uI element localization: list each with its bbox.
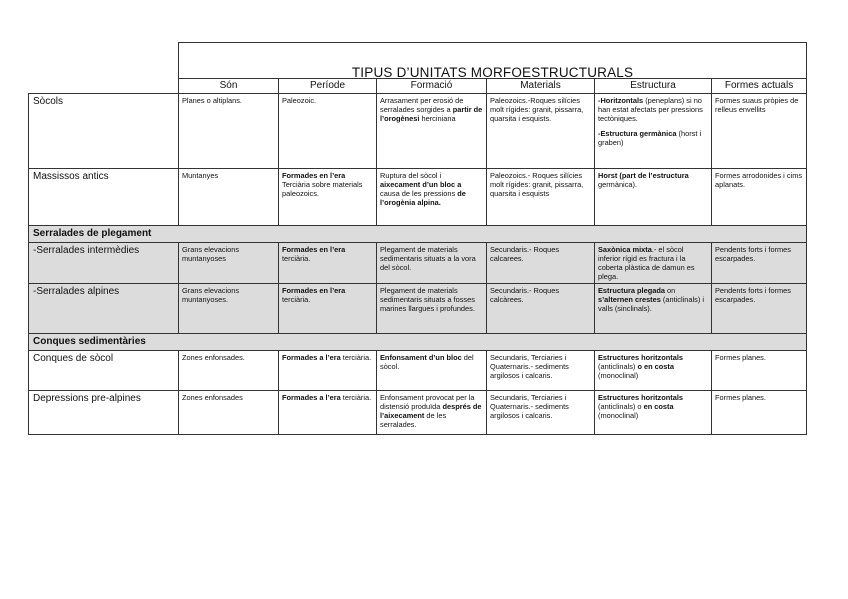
cell-son: Planes o altiplans. bbox=[179, 94, 279, 169]
bold-run: Formades en l’era bbox=[282, 286, 346, 295]
cell-materials: Secundaris.- Roques calcarees. bbox=[487, 243, 595, 284]
row-label: Sòcols bbox=[29, 94, 179, 169]
title-row bbox=[29, 43, 807, 79]
text-run: (anticlinals) bbox=[598, 362, 638, 371]
text-run: Terciària sobre materials paleozoics. bbox=[282, 180, 363, 198]
cell-estructura bbox=[595, 391, 712, 435]
row-label: -Serralades alpines bbox=[29, 284, 179, 334]
cell-periode: Paleozoic. bbox=[279, 94, 377, 169]
cell-son: Grans elevacions muntanyoses. bbox=[179, 284, 279, 334]
header-periode: Període bbox=[279, 79, 377, 94]
cell-periode bbox=[279, 284, 377, 334]
cell-son: Muntanyes bbox=[179, 169, 279, 226]
bold-run: Enfonsament d’un bloc bbox=[380, 353, 462, 362]
text-run: causa de les pressions bbox=[380, 189, 458, 198]
table-title: TIPUS D’UNITATS MORFOESTRUCTURALS bbox=[179, 43, 807, 79]
cell-formacio: Plegament de materials sedimentaris situats a la vora del sòcol. bbox=[377, 243, 487, 284]
text-run: (monoclinal) bbox=[598, 371, 639, 380]
header-materials: Materials bbox=[487, 79, 595, 94]
table-row bbox=[29, 243, 807, 284]
bold-run: després de l’aixecament bbox=[380, 402, 482, 420]
corner-blank bbox=[29, 43, 179, 79]
table-row bbox=[29, 391, 807, 435]
cell-formacio bbox=[377, 351, 487, 391]
cell-formes: Pendents forts i formes escarpades. bbox=[712, 243, 807, 284]
cell-periode bbox=[279, 391, 377, 435]
text-run: (anticlinals) i valls (sinclinals). bbox=[598, 295, 704, 313]
cell-materials: Paleozoics.-Roques silícies molt rígides: granit, pissarra, quarsita i esquists. bbox=[487, 94, 595, 169]
cell-formacio bbox=[377, 94, 487, 169]
row-label: Depressions pre-alpines bbox=[29, 391, 179, 435]
header-blank bbox=[29, 79, 179, 94]
text-run: Ruptura del sòcol i bbox=[380, 171, 442, 180]
bold-run: Formades en l’era bbox=[282, 171, 346, 180]
cell-materials: Paleozoics.- Roques silícies molt rígides: granit, pissarra, quarsita i esquists bbox=[487, 169, 595, 226]
header-formes: Formes actuals bbox=[712, 79, 807, 94]
bold-run: Formades a l’era bbox=[282, 353, 341, 362]
text-run: de les serralades. bbox=[380, 411, 447, 429]
text-run: (horst i graben) bbox=[598, 129, 702, 147]
row-label: Massissos antics bbox=[29, 169, 179, 226]
section-heading: Serralades de plegament bbox=[29, 226, 807, 243]
text-run: terciària. bbox=[282, 295, 311, 304]
table-row bbox=[29, 94, 807, 169]
bold-run: aixecament d’un bloc a bbox=[380, 180, 462, 189]
cell-formes: Formes planes. bbox=[712, 391, 807, 435]
cell-son: Grans elevacions muntanyoses bbox=[179, 243, 279, 284]
cell-estructura bbox=[595, 284, 712, 334]
bold-run: -Horitzontals bbox=[598, 96, 644, 105]
table-row bbox=[29, 351, 807, 391]
bold-run: Saxònica mixta bbox=[598, 245, 652, 254]
bold-run: Formades a l’era bbox=[282, 393, 341, 402]
cell-estructura bbox=[595, 351, 712, 391]
header-son: Són bbox=[179, 79, 279, 94]
cell-formes: Formes arrodonides i cims aplanats. bbox=[712, 169, 807, 226]
cell-estructura bbox=[595, 94, 712, 169]
cell-formes: Pendents forts i formes escarpades. bbox=[712, 284, 807, 334]
table-row bbox=[29, 284, 807, 334]
bold-run: Horst (part de l’estructura bbox=[598, 171, 689, 180]
text-run: germànica). bbox=[598, 180, 638, 189]
section-heading: Conques sedimentàries bbox=[29, 334, 807, 351]
text-run: (peneplans) si no han estat afectats per pressions tectòniques. bbox=[598, 96, 703, 123]
cell-materials: Secundaris, Terciaries i Quaternaris.- sediments argilosos i calcaris. bbox=[487, 351, 595, 391]
text-run: (anticlinals) o bbox=[598, 402, 644, 411]
cell-materials: Secundaris, Terciaries i Quaternaris.- sediments argilosos i calcaris. bbox=[487, 391, 595, 435]
bold-run: Estructures horitzontals bbox=[598, 353, 684, 362]
text-run: Arrasament per erosió de serralades sorgides a bbox=[380, 96, 464, 114]
text-run: terciària. bbox=[340, 353, 372, 362]
bold-run: partir de l’orogènesi bbox=[380, 105, 483, 123]
cell-formes: Formes suaus pròpies de relleus envellits bbox=[712, 94, 807, 169]
text-run: (monoclinal) bbox=[598, 411, 639, 420]
text-run: del sòcol. bbox=[380, 353, 474, 371]
cell-formacio: Plegament de materials sedimentaris situats a fosses marines llargues i profundes. bbox=[377, 284, 487, 334]
text-run: terciària. bbox=[340, 393, 372, 402]
cell-periode bbox=[279, 243, 377, 284]
cell-estructura bbox=[595, 169, 712, 226]
section-row bbox=[29, 334, 807, 351]
bold-run: o en costa bbox=[637, 362, 674, 371]
row-label: Conques de sòcol bbox=[29, 351, 179, 391]
cell-formacio bbox=[377, 391, 487, 435]
document-page bbox=[28, 42, 807, 435]
cell-formes: Formes planes. bbox=[712, 351, 807, 391]
bold-run: de l’orogènia alpina. bbox=[380, 189, 466, 207]
morphostructural-units-table bbox=[28, 42, 807, 435]
text-run: .- el sòcol inferior rígid es fractura i la coberta plàstica de damun es plega. bbox=[598, 245, 695, 281]
bold-run: s’alternen crestes bbox=[598, 295, 661, 304]
table-row bbox=[29, 169, 807, 226]
bold-run: Estructura plegada bbox=[598, 286, 665, 295]
cell-estructura bbox=[595, 243, 712, 284]
cell-formacio bbox=[377, 169, 487, 226]
row-label: -Serralades intermèdies bbox=[29, 243, 179, 284]
bold-run: en costa bbox=[643, 402, 674, 411]
header-formacio: Formació bbox=[377, 79, 487, 94]
bold-run: Formades en l’era bbox=[282, 245, 346, 254]
text-run: herciniana bbox=[419, 114, 456, 123]
text-run: Enfonsament provocat per la distensió produïda bbox=[380, 393, 475, 411]
bold-run: -Estructura germànica bbox=[598, 129, 677, 138]
header-row bbox=[29, 79, 807, 94]
cell-periode bbox=[279, 169, 377, 226]
cell-son: Zones enfonsades bbox=[179, 391, 279, 435]
cell-periode bbox=[279, 351, 377, 391]
text-run: terciària. bbox=[282, 254, 311, 263]
header-estructura: Estructura bbox=[595, 79, 712, 94]
cell-materials: Secundaris.- Roques calcàrees. bbox=[487, 284, 595, 334]
section-row bbox=[29, 226, 807, 243]
text-run: on bbox=[664, 286, 676, 295]
cell-son: Zones enfonsades. bbox=[179, 351, 279, 391]
bold-run: Estructures horitzontals bbox=[598, 393, 684, 402]
